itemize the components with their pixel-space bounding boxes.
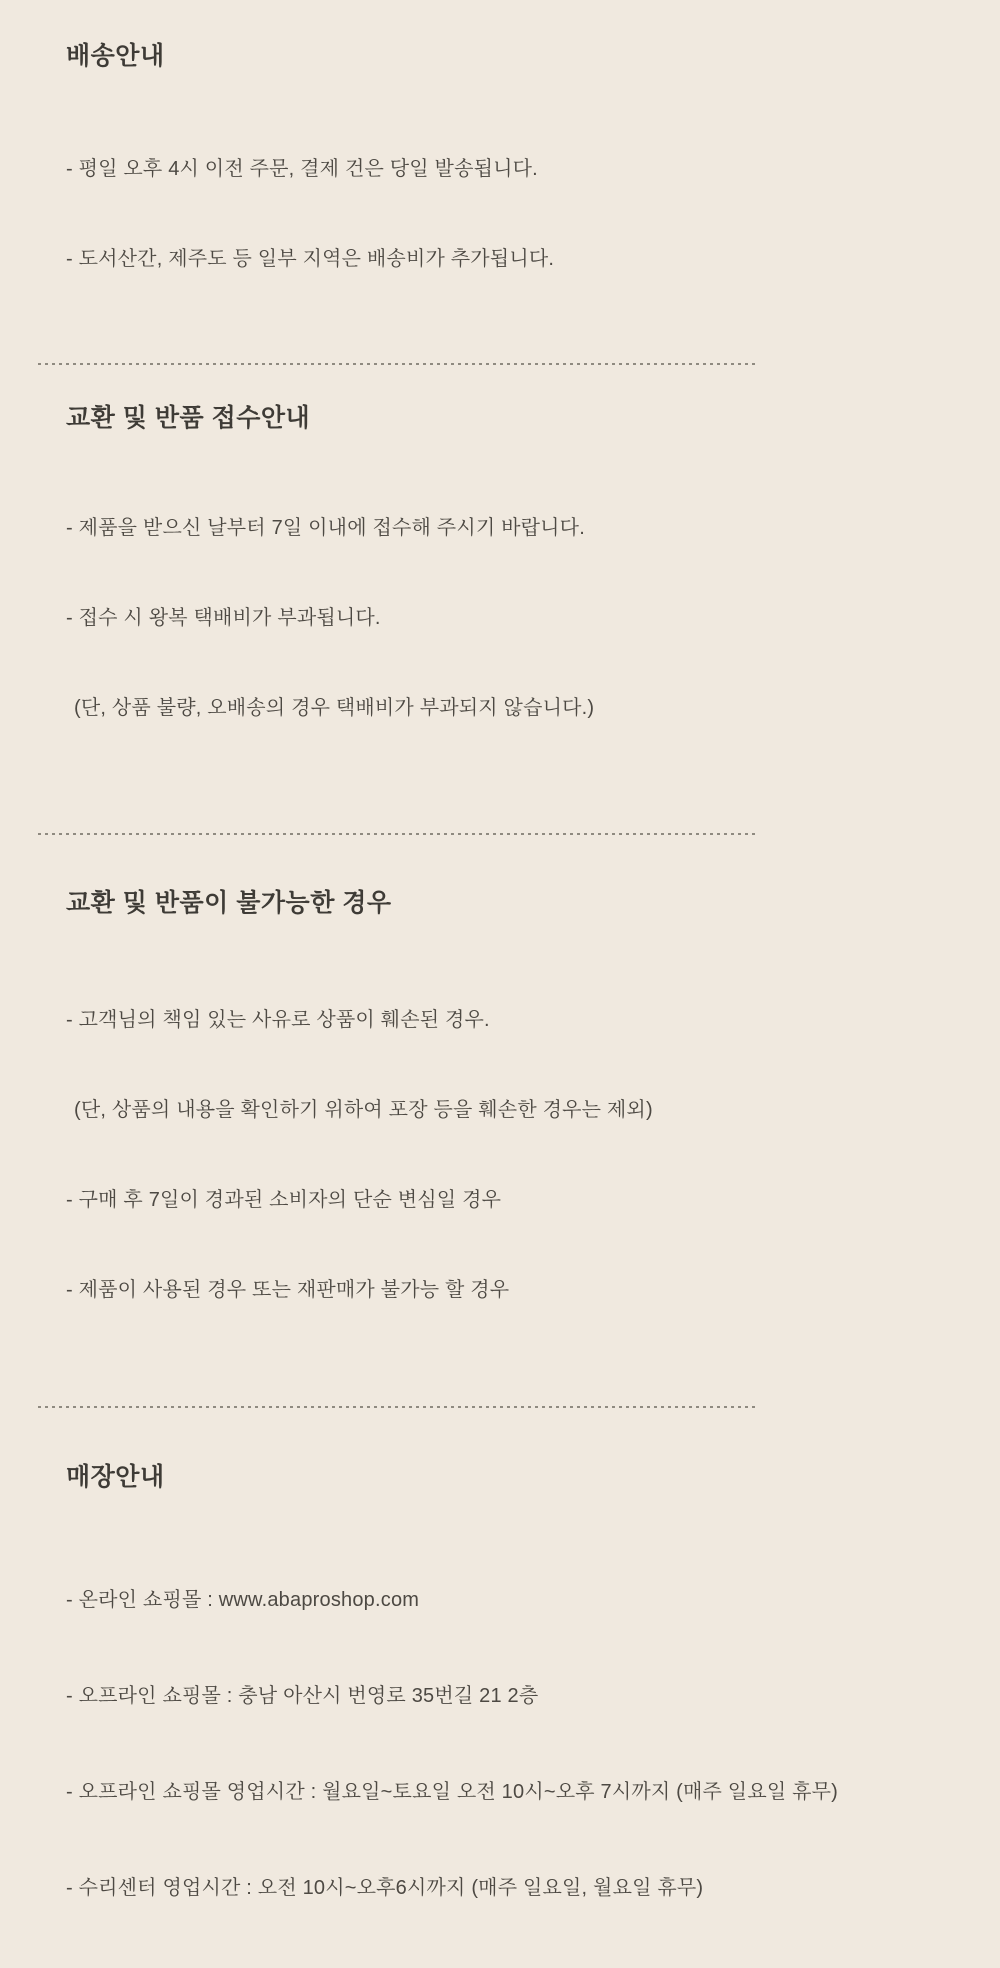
info-line: - 평일 오후 4시 이전 주문, 결제 건은 당일 발송됩니다.: [66, 158, 538, 180]
info-line: - 구매 후 7일이 경과된 소비자의 단순 변심일 경우: [66, 1189, 502, 1211]
section-title-store: 매장안내: [66, 1463, 165, 1491]
section-title-exchange-return: 교환 및 반품 접수안내: [66, 404, 311, 432]
section-shipping-info: [0, 42, 1000, 334]
exchange-return-lines: [66, 453, 970, 783]
dotted-divider: [38, 363, 755, 365]
info-line-note: (단, 상품 불량, 오배송의 경우 택배비가 부과되지 않습니다.): [74, 697, 595, 719]
dotted-divider: [38, 833, 755, 835]
store-info-lines: [66, 1520, 970, 1968]
section-title-shipping: 배송안내: [66, 42, 165, 70]
info-line: - 고객님의 책임 있는 사유로 상품이 훼손된 경우.: [66, 1009, 490, 1031]
info-line: - 도서산간, 제주도 등 일부 지역은 배송비가 추가됩니다.: [66, 248, 555, 270]
info-line: - 접수 시 왕복 택배비가 부과됩니다.: [66, 607, 381, 629]
section-title-impossible-cases: 교환 및 반품이 불가능한 경우: [66, 889, 392, 917]
info-line-offline-shop-address: - 오프라인 쇼핑몰 : 충남 아산시 번영로 35번길 21 2층: [66, 1685, 539, 1707]
info-line: - 제품이 사용된 경우 또는 재판매가 불가능 할 경우: [66, 1279, 510, 1301]
section-exchange-return-impossible: [0, 889, 1000, 1365]
info-line-online-shop-url: - 온라인 쇼핑몰 : www.abaproshop.com: [66, 1589, 420, 1611]
section-store-info: [0, 1463, 1000, 1968]
info-line-repair-center-hours: - 수리센터 영업시간 : 오전 10시~오후6시까지 (매주 일요일, 월요일 휴무): [66, 1877, 704, 1899]
section-exchange-return-info: [0, 404, 1000, 783]
info-line-offline-shop-hours: - 오프라인 쇼핑몰 영업시간 : 월요일~토요일 오전 10시~오후 7시까지 (매주 일요일 휴무): [66, 1781, 839, 1803]
dotted-divider: [38, 1406, 755, 1408]
info-line: - 제품을 받으신 날부터 7일 이내에 접수해 주시기 바랍니다.: [66, 517, 585, 539]
impossible-cases-lines: [66, 945, 970, 1365]
shipping-info-lines: [66, 94, 970, 334]
info-notice-page: [0, 42, 1000, 1899]
info-line-note: (단, 상품의 내용을 확인하기 위하여 포장 등을 훼손한 경우는 제외): [74, 1099, 653, 1121]
